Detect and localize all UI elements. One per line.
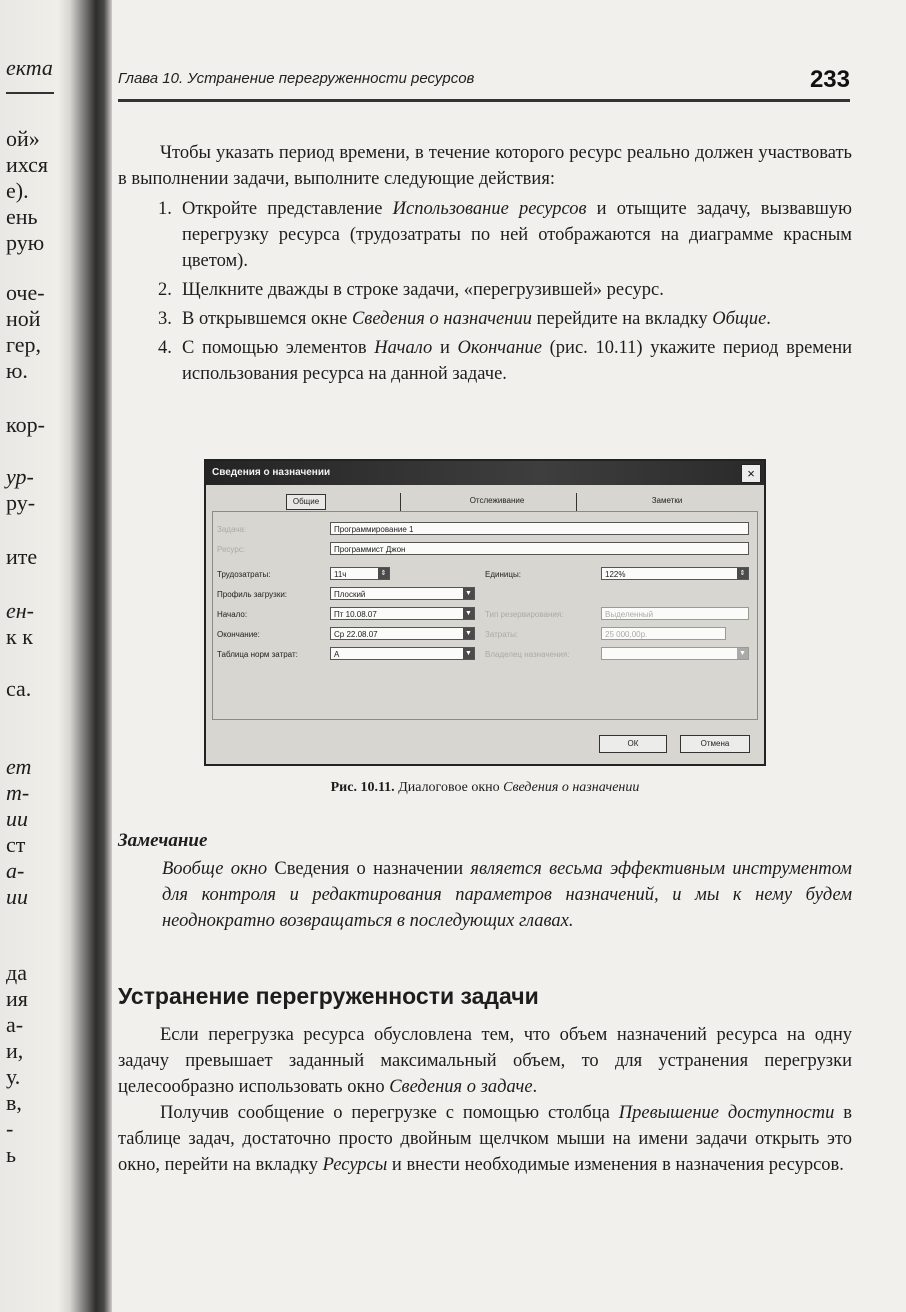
rate-table-label: Таблица норм затрат: <box>217 650 298 659</box>
task-label: Задача: <box>217 525 247 534</box>
cost-label: Затраты: <box>485 630 519 639</box>
step-emphasis: Использование ресурсов <box>392 199 587 219</box>
task-field[interactable]: Программирование 1 <box>330 522 749 535</box>
finish-value: Ср 22.08.07 <box>334 630 378 639</box>
contour-select[interactable] <box>330 587 475 600</box>
paragraph-emphasis: Сведения о задаче <box>389 1077 533 1097</box>
paragraph-emphasis: Ресурсы <box>322 1155 388 1175</box>
note-part: Сведения о назначении <box>274 859 464 879</box>
prev-fragment: у. <box>6 1064 21 1089</box>
paragraph <box>118 1100 852 1178</box>
running-title: Глава 10. Устранение перегруженности ресурсов <box>118 70 475 87</box>
prev-fragment: ии <box>6 806 28 831</box>
prev-fragment: а- <box>6 858 25 883</box>
prev-fragment: ь <box>6 1142 17 1167</box>
prev-fragment: ой» <box>6 126 40 151</box>
general-panel <box>212 511 758 720</box>
paragraph <box>118 1022 852 1100</box>
start-select[interactable] <box>330 607 475 620</box>
list-item <box>118 335 852 387</box>
prev-fragment: ст <box>6 832 26 857</box>
note-heading: Замечание <box>118 830 208 851</box>
paragraph-text: Если перегрузка ресурса обусловлена тем, что объем назначений ресурса на одну задачу превышает заданный максимальный объем, то для устранения перегрузки целесообразно использовать окно <box>118 1025 852 1097</box>
step-text: перейдите на вкладку <box>531 309 713 329</box>
prev-fragment: ен- <box>6 598 35 623</box>
contour-label: Профиль загрузки: <box>217 590 288 599</box>
ok-button[interactable]: ОК <box>599 735 667 753</box>
step-text: Откройте представление <box>182 199 393 219</box>
chevron-down-icon[interactable]: ▼ <box>463 648 474 659</box>
note-part: Вообще окно <box>162 859 275 879</box>
paragraph-text: Получив сообщение о перегрузке с помощью столбца <box>160 1103 619 1123</box>
cost-field[interactable]: 25 000,00р. <box>601 627 726 640</box>
step-text: (рис. 10.11) укажите период времени использования ресурса на данной задаче. <box>182 338 852 384</box>
assignment-info-dialog <box>204 459 766 766</box>
prev-fragment: ень <box>6 204 38 229</box>
caption-emphasis: Сведения о назначении <box>503 780 640 795</box>
start-label: Начало: <box>217 610 248 619</box>
step-text: . <box>766 309 771 329</box>
prev-fragment: да <box>6 960 27 985</box>
page-number: 233 <box>809 66 850 93</box>
caption-text: Диалоговое окно <box>394 780 504 795</box>
close-icon[interactable]: × <box>741 464 761 483</box>
prev-fragment: гер, <box>6 332 41 357</box>
previous-page-edge <box>0 0 70 1312</box>
units-label: Единицы: <box>485 570 521 579</box>
units-value: 122% <box>605 570 626 579</box>
list-item <box>118 196 852 274</box>
step-text: и <box>432 338 458 358</box>
contour-value: Плоский <box>334 590 366 599</box>
chevron-down-icon[interactable]: ▼ <box>463 628 474 639</box>
prev-fragment: ии <box>6 884 28 909</box>
spin-icon[interactable]: ⇕ <box>737 568 748 579</box>
prev-fragment: ия <box>6 986 28 1011</box>
step-number: 3. <box>158 309 172 329</box>
prev-fragment: а- <box>6 1012 24 1037</box>
paragraph-text: . <box>532 1077 538 1097</box>
prev-rule <box>6 92 54 94</box>
step-number: 2. <box>158 280 172 300</box>
prev-fragment: кор- <box>6 412 45 437</box>
step-number: 1. <box>158 199 172 219</box>
paragraph-emphasis: Превышение доступности <box>618 1103 835 1123</box>
cost-center-select[interactable] <box>601 647 749 660</box>
step-text: Щелкните дважды в строке задачи, «перегрузившей» ресурс. <box>182 280 664 300</box>
prev-fragment: ите <box>6 544 38 569</box>
page-header <box>118 66 850 96</box>
dialog-tabs <box>212 491 758 511</box>
list-item <box>118 306 852 332</box>
booking-label: Тип резервирования: <box>485 610 564 619</box>
start-value: Пт 10.08.07 <box>334 610 377 619</box>
section-body <box>118 1022 852 1178</box>
paragraph-text: и внести необходимые изменения в назначения ресурсов. <box>387 1155 844 1175</box>
prev-fragment: ихся <box>6 152 49 177</box>
caption-label: Рис. 10.11. <box>330 780 395 795</box>
prev-fragment: ет <box>6 754 32 779</box>
finish-label: Окончание: <box>217 630 260 639</box>
intro-paragraph: Чтобы указать период времени, в течение которого ресурс реально должен участвовать в выполнении задачи, выполните следующие действия: <box>118 143 852 189</box>
resource-field[interactable]: Программист Джон <box>330 542 749 555</box>
prev-fragment: - <box>6 1116 14 1141</box>
prev-fragment: и, <box>6 1038 24 1063</box>
note-text <box>162 856 852 934</box>
work-input[interactable] <box>330 567 390 580</box>
tab-separator <box>576 493 577 511</box>
prev-fragment: оче- <box>6 280 45 305</box>
dialog-title: Сведения о назначении <box>206 461 764 485</box>
section-heading: Устранение перегруженности задачи <box>118 983 539 1009</box>
instructions-block <box>118 140 852 390</box>
booking-field[interactable]: Выделенный <box>601 607 749 620</box>
tab-general[interactable]: Общие <box>286 494 326 510</box>
chevron-down-icon[interactable]: ▼ <box>463 588 474 599</box>
tab-tracking[interactable]: Отслеживание <box>469 496 525 505</box>
work-label: Трудозатраты: <box>217 570 271 579</box>
header-rule <box>118 99 850 102</box>
step-emphasis: Сведения о назначении <box>351 309 532 329</box>
rate-table-select[interactable] <box>330 647 475 660</box>
step-text: и отыщите задачу, вызвавшую перегрузку ресурса (трудозатраты по ней отображаются на диаграмме красным цветом). <box>182 199 852 271</box>
tab-notes[interactable]: Заметки <box>651 496 683 505</box>
resource-label: Ресурс: <box>217 545 246 554</box>
chevron-down-icon[interactable]: ▼ <box>463 608 474 619</box>
figure-caption <box>118 780 852 796</box>
tab-separator <box>400 493 401 511</box>
prev-fragment: екта <box>6 55 53 80</box>
step-emphasis: Начало <box>374 338 433 358</box>
rate-table-value: А <box>334 650 340 659</box>
prev-fragment: ной <box>6 306 41 331</box>
prev-fragment: са. <box>6 676 32 701</box>
list-item <box>118 277 852 303</box>
units-input[interactable] <box>601 567 749 580</box>
step-number: 4. <box>158 338 172 358</box>
chevron-down-icon[interactable]: ▼ <box>737 648 748 659</box>
note-part: является весьма эффективным инструментом для контроля и редактирования параметров назначений, и мы к нему будем неоднократно возвращаться в последующих главах. <box>162 859 852 931</box>
prev-fragment: ру- <box>6 490 36 515</box>
prev-fragment: т- <box>6 780 30 805</box>
step-emphasis: Окончание <box>457 338 542 358</box>
step-text: В открывшемся окне <box>182 309 352 329</box>
prev-fragment: к к <box>6 624 33 649</box>
prev-fragment: е). <box>6 178 29 203</box>
cost-center-label: Владелец назначения: <box>485 650 570 659</box>
prev-fragment: рую <box>6 230 45 255</box>
cancel-button[interactable]: Отмена <box>680 735 750 753</box>
steps-list <box>118 196 852 387</box>
prev-fragment: ю. <box>6 358 28 383</box>
spin-icon[interactable]: ⇕ <box>378 568 389 579</box>
finish-select[interactable] <box>330 627 475 640</box>
prev-fragment: в, <box>6 1090 22 1115</box>
work-value: 11ч <box>334 570 347 579</box>
step-emphasis: Общие <box>712 309 767 329</box>
paragraph-text: в таблице задач, достаточно просто двойным щелчком мыши на имени задачи открыть это окно, перейти на вкладку <box>118 1103 852 1175</box>
step-text: С помощью элементов <box>182 338 375 358</box>
prev-fragment: ур- <box>6 464 34 489</box>
